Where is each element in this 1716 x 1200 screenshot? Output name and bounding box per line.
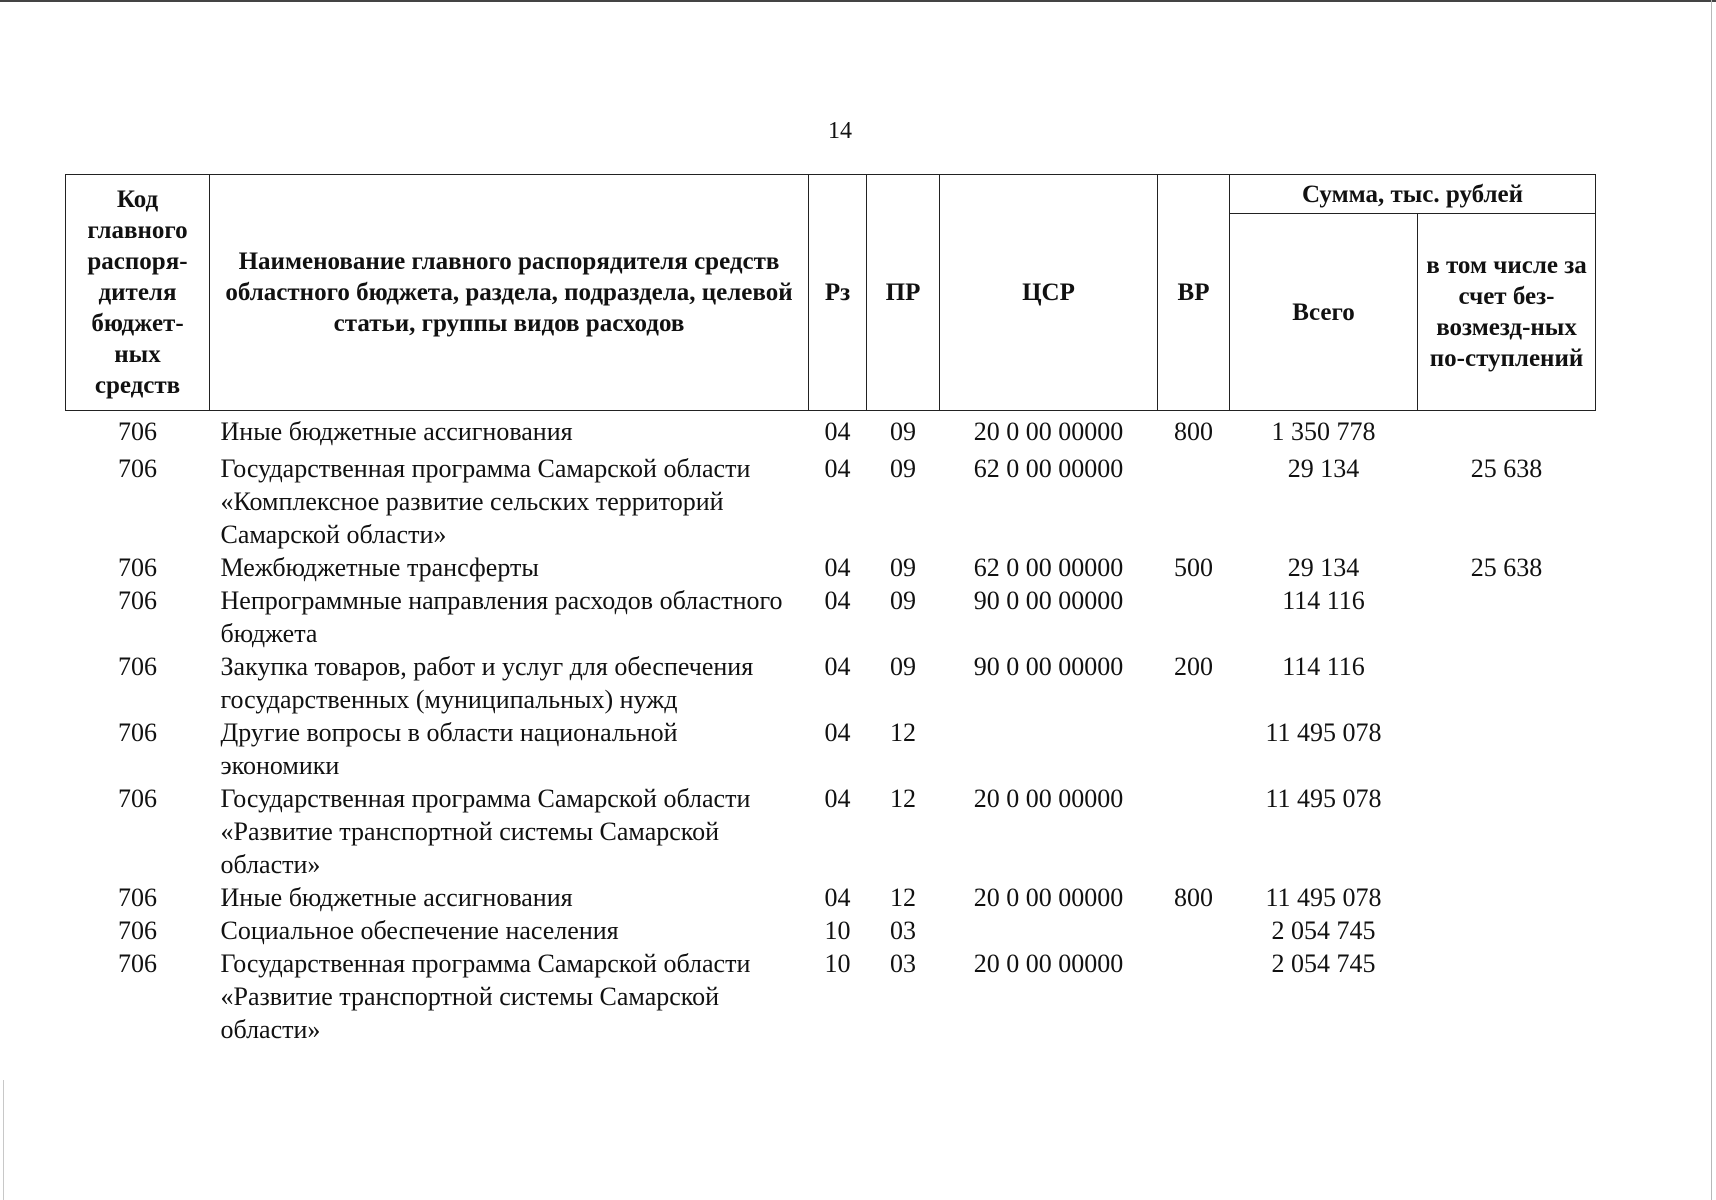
cell-total: 11 495 078 xyxy=(1265,784,1382,813)
header-code: Код главного распоря-дителя бюджет-ных средств xyxy=(66,175,210,411)
table-row xyxy=(66,716,1596,782)
cell-code: 706 xyxy=(118,454,157,483)
table-row xyxy=(66,947,1596,1046)
cell-total: 2 054 745 xyxy=(1271,949,1376,978)
cell-rz: 10 xyxy=(824,916,851,945)
cell-total: 11 495 078 xyxy=(1265,883,1382,912)
cell-rz: 04 xyxy=(824,718,851,747)
table-row xyxy=(66,448,1596,551)
cell-name: Государственная программа Самарской области «Комплексное развитие сельских территорий Самарской области» xyxy=(220,454,751,549)
cell-pr: 09 xyxy=(890,553,916,582)
cell-name: Иные бюджетные ассигнования xyxy=(220,883,573,912)
cell-csr: 20 0 00 00000 xyxy=(973,784,1124,813)
cell-csr: 20 0 00 00000 xyxy=(973,417,1124,446)
cell-total: 114 116 xyxy=(1282,586,1365,615)
cell-incl xyxy=(1418,881,1596,914)
cell-csr xyxy=(940,716,1158,782)
header-total: Всего xyxy=(1230,214,1418,411)
cell-pr: 12 xyxy=(890,784,916,813)
cell-name: Закупка товаров, работ и услуг для обеспечения государственных (муниципальных) нужд xyxy=(220,652,754,714)
cell-vr xyxy=(1158,947,1230,1046)
cell-total: 11 495 078 xyxy=(1265,718,1382,747)
cell-rz: 04 xyxy=(824,586,851,615)
cell-rz: 04 xyxy=(824,652,851,681)
cell-code: 706 xyxy=(118,417,157,446)
cell-pr: 12 xyxy=(890,718,916,747)
cell-pr: 09 xyxy=(890,586,916,615)
table-row xyxy=(66,551,1596,584)
table-row xyxy=(66,411,1596,449)
cell-code: 706 xyxy=(118,553,157,582)
cell-name: Государственная программа Самарской области «Развитие транспортной системы Самарской области» xyxy=(220,784,751,879)
table-row xyxy=(66,914,1596,947)
cell-vr xyxy=(1158,448,1230,551)
table-header xyxy=(66,175,1596,411)
budget-table xyxy=(65,174,1596,1046)
cell-total: 1 350 778 xyxy=(1271,417,1376,446)
header-csr: ЦСР xyxy=(940,175,1158,411)
cell-vr xyxy=(1158,584,1230,650)
cell-pr: 03 xyxy=(890,916,916,945)
cell-pr: 03 xyxy=(890,949,916,978)
cell-incl xyxy=(1418,650,1596,716)
cell-vr: 500 xyxy=(1174,553,1213,582)
cell-code: 706 xyxy=(118,784,157,813)
header-rz: Рз xyxy=(809,175,867,411)
cell-name: Межбюджетные трансферты xyxy=(220,553,539,582)
header-vr: ВР xyxy=(1158,175,1230,411)
cell-vr: 200 xyxy=(1174,652,1213,681)
cell-name: Другие вопросы в области национальной экономики xyxy=(220,718,678,780)
cell-incl xyxy=(1418,716,1596,782)
cell-csr: 90 0 00 00000 xyxy=(973,586,1124,615)
cell-code: 706 xyxy=(118,652,157,681)
cell-rz: 04 xyxy=(824,784,851,813)
cell-incl xyxy=(1418,947,1596,1046)
scan-edge-top xyxy=(0,0,1716,2)
cell-code: 706 xyxy=(118,949,157,978)
cell-name: Государственная программа Самарской области «Развитие транспортной системы Самарской области» xyxy=(220,949,751,1044)
cell-vr xyxy=(1158,716,1230,782)
cell-csr: 62 0 00 00000 xyxy=(973,553,1124,582)
table-row xyxy=(66,584,1596,650)
scan-edge-right xyxy=(1711,0,1712,1200)
cell-pr: 09 xyxy=(890,652,916,681)
cell-total: 2 054 745 xyxy=(1271,916,1376,945)
header-incl: в том числе за счет без-возмезд-ных по-ступлений xyxy=(1418,214,1596,411)
header-pr: ПР xyxy=(867,175,940,411)
cell-total: 29 134 xyxy=(1287,553,1360,582)
cell-csr: 20 0 00 00000 xyxy=(973,883,1124,912)
header-name: Наименование главного распорядителя средств областного бюджета, раздела, подраздела, целевой статьи, группы видов расходов xyxy=(210,175,809,411)
cell-csr: 90 0 00 00000 xyxy=(973,652,1124,681)
cell-rz: 04 xyxy=(824,454,851,483)
table-row xyxy=(66,650,1596,716)
cell-name: Иные бюджетные ассигнования xyxy=(220,417,573,446)
table-row xyxy=(66,782,1596,881)
cell-total: 114 116 xyxy=(1282,652,1365,681)
cell-vr: 800 xyxy=(1174,417,1213,446)
table-body xyxy=(66,411,1596,1047)
cell-incl xyxy=(1418,914,1596,947)
cell-incl: 25 638 xyxy=(1470,553,1543,582)
cell-rz: 04 xyxy=(824,883,851,912)
cell-name: Непрограммные направления расходов областного бюджета xyxy=(220,586,783,648)
scan-edge-left xyxy=(3,1080,4,1200)
cell-name: Социальное обеспечение населения xyxy=(220,916,619,945)
cell-vr xyxy=(1158,782,1230,881)
cell-incl: 25 638 xyxy=(1470,454,1543,483)
cell-rz: 04 xyxy=(824,417,851,446)
cell-incl xyxy=(1418,411,1596,449)
cell-code: 706 xyxy=(118,718,157,747)
cell-incl xyxy=(1418,782,1596,881)
cell-incl xyxy=(1418,584,1596,650)
table-row xyxy=(66,881,1596,914)
page-number: 14 xyxy=(828,118,852,144)
cell-code: 706 xyxy=(118,883,157,912)
cell-rz: 10 xyxy=(824,949,851,978)
cell-code: 706 xyxy=(118,916,157,945)
cell-pr: 09 xyxy=(890,417,916,446)
cell-vr: 800 xyxy=(1174,883,1213,912)
header-row xyxy=(66,175,1596,214)
cell-total: 29 134 xyxy=(1287,454,1360,483)
cell-pr: 12 xyxy=(890,883,916,912)
cell-csr: 62 0 00 00000 xyxy=(973,454,1124,483)
cell-rz: 04 xyxy=(824,553,851,582)
header-sum: Сумма, тыс. рублей xyxy=(1230,175,1596,214)
cell-csr xyxy=(940,914,1158,947)
cell-code: 706 xyxy=(118,586,157,615)
cell-vr xyxy=(1158,914,1230,947)
cell-csr: 20 0 00 00000 xyxy=(973,949,1124,978)
cell-pr: 09 xyxy=(890,454,916,483)
